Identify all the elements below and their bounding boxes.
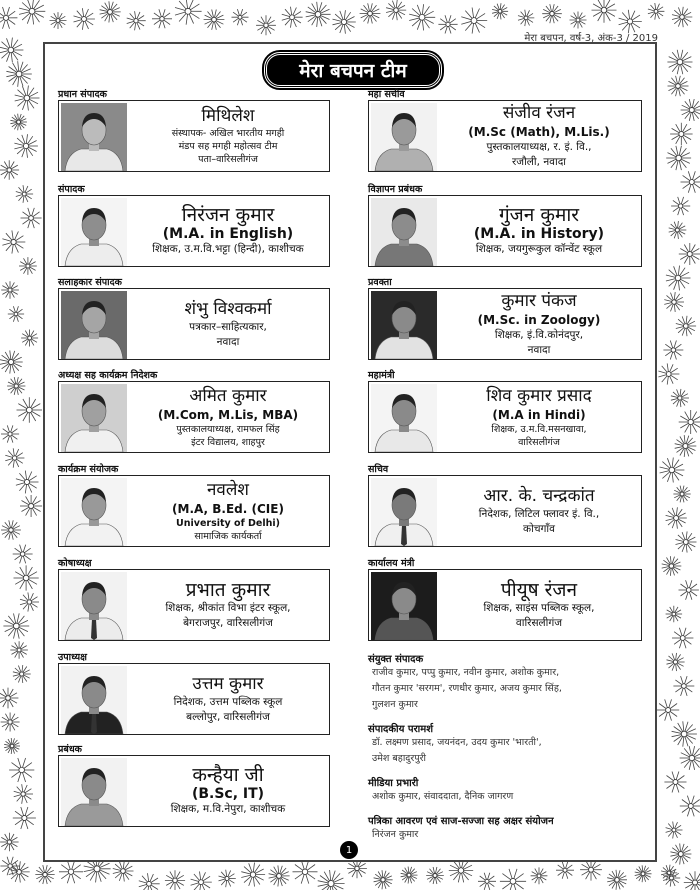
- flower-ornament: [658, 363, 679, 384]
- member-description: शिक्षक, साइंस पब्लिक स्कूल,: [483, 601, 595, 614]
- member-role: कार्यालय मंत्री: [368, 558, 415, 569]
- flower-ornament: [4, 738, 20, 754]
- flower-ornament: [165, 870, 185, 890]
- flower-ornament: [409, 4, 435, 30]
- flower-ornament: [673, 676, 694, 696]
- flower-ornament: [580, 859, 602, 881]
- member-photo: [61, 103, 127, 171]
- member-photo: [371, 384, 437, 452]
- member-role: उपाध्यक्ष: [58, 652, 87, 663]
- flower-ornament: [635, 865, 652, 882]
- flower-ornament: [648, 3, 665, 20]
- flower-ornament: [662, 556, 682, 576]
- member-name: नवलेश: [207, 479, 249, 500]
- flower-ornament: [74, 8, 95, 30]
- flower-ornament: [16, 185, 33, 203]
- flower-ornament: [556, 862, 574, 879]
- flower-ornament: [20, 592, 39, 611]
- flower-ornament: [306, 2, 331, 27]
- member-description: पुस्तकालयाध्यक्ष, रामफल सिंह: [176, 423, 280, 435]
- flower-ornament: [666, 606, 683, 623]
- flower-ornament: [664, 292, 684, 312]
- member-card: [368, 462, 642, 547]
- member-card: [368, 182, 642, 267]
- contributor-section: [368, 651, 648, 713]
- flower-ornament: [592, 0, 617, 23]
- flower-ornament: [664, 772, 686, 793]
- member-box: [58, 755, 330, 827]
- flower-ornament: [113, 861, 134, 882]
- member-qualification: (M.Sc (Math), M.Lis.): [468, 124, 610, 139]
- member-box: [368, 195, 642, 267]
- member-photo: [61, 291, 127, 359]
- member-name: अमित कुमार: [189, 385, 267, 406]
- member-description: रजौली, नवादा: [512, 155, 566, 168]
- contributor-section: [368, 775, 648, 805]
- member-role: प्रवक्ता: [368, 277, 392, 288]
- flower-ornament: [676, 316, 696, 336]
- flower-ornament: [0, 160, 19, 180]
- section-names: गुलशन कुमार: [372, 699, 418, 710]
- flower-ornament: [6, 61, 31, 87]
- member-role: प्रबंधक: [58, 744, 82, 755]
- issue-header: मेरा बचपन, वर्ष-3, अंक-3 / 2019: [524, 33, 658, 44]
- flower-ornament: [241, 863, 265, 887]
- flower-ornament: [676, 531, 697, 552]
- member-photo: [61, 572, 127, 640]
- flower-ornament: [478, 873, 496, 890]
- flower-ornament: [1, 281, 19, 299]
- member-role: कोषाध्यक्ष: [58, 558, 92, 569]
- member-qualification: (M.Com, M.Lis, MBA): [157, 407, 299, 422]
- flower-ornament: [293, 860, 318, 884]
- section-heading: पत्रिका आवरण एवं साज-सज्जा सह अक्षर संयोजन: [368, 816, 554, 827]
- flower-ornament: [666, 507, 687, 528]
- flower-ornament: [681, 99, 700, 121]
- flower-ornament: [1, 425, 19, 442]
- page-title: मेरा बचपन टीम: [264, 52, 442, 88]
- member-qualification: (M.A, B.Ed. (CIE): [172, 501, 284, 516]
- member-box: [58, 475, 330, 547]
- flower-ornament: [570, 12, 587, 29]
- member-info: [131, 572, 325, 638]
- flower-ornament: [232, 9, 249, 25]
- section-names: डॉ. लक्ष्मण प्रसाद, जयनंदन, उदय कुमार 'भारती',: [372, 737, 542, 748]
- flower-ornament: [10, 114, 27, 131]
- member-description: शिक्षक, म.वि.नेपुरा, काशीचक: [170, 803, 286, 815]
- member-info: [131, 478, 325, 544]
- flower-ornament: [139, 873, 160, 890]
- member-role: अध्यक्ष सह कार्यक्रम निदेशक: [58, 370, 158, 381]
- section-names: उमेश बहादुरपुरी: [372, 753, 426, 764]
- flower-ornament: [269, 865, 290, 886]
- flower-ornament: [2, 230, 25, 253]
- flower-ornament: [1, 520, 21, 539]
- flower-ornament: [374, 870, 393, 889]
- contributor-section: [368, 813, 648, 843]
- member-name: शिव कुमार प्रसाद: [486, 385, 592, 406]
- member-card: [58, 742, 330, 827]
- contributor-section: [368, 721, 648, 767]
- flower-ornament: [660, 458, 685, 483]
- flower-ornament: [13, 665, 31, 683]
- flower-ornament: [152, 9, 172, 28]
- member-box: [58, 288, 330, 360]
- flower-ornament: [670, 843, 691, 864]
- flower-ornament: [14, 784, 33, 804]
- flower-ornament: [438, 15, 457, 33]
- member-box: [368, 381, 642, 453]
- flower-ornament: [492, 3, 508, 19]
- section-names: निरंजन कुमार: [372, 829, 419, 840]
- member-card: [58, 182, 330, 267]
- member-info: [131, 384, 325, 450]
- member-description: शिक्षक, इं.वि.कोनंदपुर,: [494, 328, 584, 341]
- member-box: [58, 100, 330, 172]
- member-role: विज्ञापन प्रबंधक: [368, 184, 423, 195]
- member-info: [131, 666, 325, 732]
- flower-ornament: [671, 389, 689, 407]
- member-name: कुमार पंकज: [501, 290, 577, 311]
- flower-ornament: [19, 0, 45, 24]
- member-card: [368, 275, 642, 360]
- flower-ornament: [1, 713, 20, 732]
- member-role: संपादक: [58, 184, 85, 195]
- member-name: निरंजन कुमार: [181, 204, 275, 226]
- flower-ornament: [668, 76, 689, 96]
- member-photo: [371, 572, 437, 640]
- flower-ornament: [16, 471, 39, 494]
- flower-ornament: [675, 435, 697, 457]
- flower-ornament: [59, 860, 83, 883]
- flower-ornament: [461, 8, 487, 34]
- member-name: संजीव रंजन: [502, 102, 576, 123]
- flower-ornament: [7, 377, 25, 395]
- member-photo: [61, 666, 127, 734]
- member-qualification: (M.A in Hindi): [492, 407, 586, 422]
- flower-ornament: [680, 796, 700, 817]
- flower-ornament: [672, 7, 692, 27]
- member-description: पुस्तकालयाध्यक्ष, र. इं. वि.,: [486, 140, 592, 153]
- member-role: प्रधान संपादक: [58, 89, 107, 100]
- member-info: [441, 198, 637, 264]
- flower-ornament: [0, 7, 17, 29]
- flower-ornament: [671, 197, 690, 215]
- member-card: [368, 556, 642, 641]
- flower-ornament: [657, 699, 679, 720]
- flower-ornament: [500, 869, 526, 890]
- member-name: शंभु विश्वकर्मा: [184, 298, 272, 319]
- member-info: [441, 384, 637, 450]
- member-description: वारिसलीगंज: [515, 616, 563, 629]
- flower-ornament: [667, 653, 685, 671]
- member-photo: [371, 103, 437, 171]
- flower-ornament: [15, 86, 40, 111]
- flower-ornament: [19, 257, 37, 275]
- flower-ornament: [672, 628, 693, 648]
- flower-ornament: [518, 10, 534, 26]
- flower-ornament: [0, 688, 18, 709]
- member-info: [131, 758, 325, 824]
- flower-ornament: [9, 758, 34, 782]
- flower-ornament: [50, 12, 67, 29]
- member-info: [131, 103, 325, 169]
- member-name: कन्हैया जी: [192, 764, 264, 786]
- flower-ornament: [333, 10, 356, 34]
- flower-ornament: [679, 580, 699, 599]
- member-description: इंटर विद्यालय, शाहपुर: [191, 436, 265, 448]
- member-photo: [61, 478, 127, 546]
- member-box: [368, 288, 642, 360]
- flower-ornament: [191, 871, 212, 890]
- member-info: [441, 478, 637, 544]
- flower-ornament: [21, 208, 42, 228]
- member-description: कोचगाँव: [523, 522, 555, 535]
- member-name: उत्तम कुमार: [192, 673, 264, 694]
- member-role: सलाहकार संपादक: [58, 277, 122, 288]
- member-description: पता–वारिसलीगंज: [198, 154, 258, 165]
- member-description: University of Delhi): [176, 517, 280, 529]
- member-role: महा सचीव: [368, 89, 405, 100]
- member-description: शिक्षक, उ.म.वि.मसनखावा,: [491, 423, 587, 435]
- flower-ornament: [607, 870, 627, 890]
- member-box: [58, 663, 330, 735]
- flower-ornament: [5, 448, 24, 467]
- member-card: [58, 556, 330, 641]
- member-description: बल्लोपुर, वारिसलीगंज: [186, 710, 270, 723]
- member-card: [58, 650, 330, 735]
- flower-ornament: [531, 867, 548, 884]
- flower-ornament: [10, 641, 28, 659]
- flower-ornament: [14, 134, 38, 158]
- member-box: [368, 100, 642, 172]
- flower-ornament: [204, 10, 225, 30]
- member-description: संस्थापक- अखिल भारतीय मगही: [171, 128, 285, 139]
- member-role: सचिव: [368, 464, 389, 475]
- member-photo: [61, 384, 127, 452]
- flower-ornament: [13, 807, 36, 829]
- flower-ornament: [386, 0, 406, 20]
- flower-ornament: [401, 867, 418, 884]
- member-name: गुंजन कुमार: [498, 204, 580, 226]
- flower-ornament: [17, 397, 43, 422]
- member-description: शिक्षक, श्रीकांत विभा इंटर स्कूल,: [165, 601, 291, 614]
- flower-ornament: [0, 833, 19, 852]
- flower-ornament: [175, 0, 202, 25]
- flower-ornament: [663, 341, 683, 360]
- flower-ornament: [282, 7, 303, 28]
- member-photo: [61, 198, 127, 266]
- flower-ornament: [14, 565, 39, 590]
- member-photo: [61, 758, 127, 826]
- flower-ornament: [679, 410, 700, 434]
- member-card: [58, 87, 330, 172]
- flower-ornament: [449, 859, 473, 883]
- member-description: शिक्षक, उ.म.वि.भट्टा (हिन्दी), काशीचक: [152, 243, 304, 255]
- flower-ornament: [35, 865, 54, 884]
- flower-ornament: [20, 495, 42, 517]
- section-heading: मीडिया प्रभारी: [368, 778, 419, 789]
- member-card: [58, 275, 330, 360]
- flower-ornament: [672, 721, 697, 746]
- member-description: बेगराजपुर, वारिसलीगंज: [183, 616, 273, 629]
- member-box: [368, 475, 642, 547]
- section-heading: संयुक्त संपादक: [368, 654, 424, 665]
- member-name: आर. के. चन्द्रकांत: [483, 485, 595, 506]
- member-description: नवादा: [527, 343, 551, 356]
- member-role: कार्यक्रम संयोजक: [58, 464, 119, 475]
- member-description: शिक्षक, जयगुरूकुल कॉन्वेंट स्कूल: [475, 243, 603, 255]
- flower-ornament: [0, 350, 23, 373]
- page-number: 1: [340, 841, 358, 859]
- member-card: [368, 87, 642, 172]
- member-qualification: (B.Sc, IT): [191, 786, 265, 802]
- member-card: [58, 462, 330, 547]
- flower-ornament: [666, 822, 683, 839]
- member-card: [58, 368, 330, 453]
- member-info: [441, 291, 637, 357]
- member-box: [58, 569, 330, 641]
- flower-ornament: [13, 545, 33, 564]
- flower-ornament: [669, 221, 687, 239]
- flower-ornament: [8, 306, 24, 321]
- member-qualification: (M.Sc. in Zoology): [477, 312, 601, 327]
- member-photo: [371, 291, 437, 359]
- flower-ornament: [667, 50, 692, 74]
- flower-ornament: [127, 11, 146, 30]
- member-name: मिथिलेश: [201, 106, 255, 126]
- flower-ornament: [684, 871, 700, 890]
- member-description: निदेशक, उत्तम पब्लिक स्कूल: [173, 695, 283, 708]
- member-description: सामाजिक कार्यकर्ता: [194, 530, 262, 542]
- section-heading: संपादकीय परामर्श: [368, 724, 434, 735]
- member-role: महामंत्री: [368, 370, 395, 381]
- member-info: [131, 198, 325, 264]
- flower-ornament: [680, 746, 700, 770]
- flower-ornament: [3, 613, 29, 638]
- flower-ornament: [21, 330, 38, 347]
- member-qualification: (M.A. in History): [473, 226, 605, 242]
- member-info: [131, 291, 325, 357]
- member-description: मंडप सह मगही महोत्सव टीम: [178, 141, 278, 152]
- member-box: [58, 195, 330, 267]
- flower-ornament: [681, 171, 700, 192]
- member-card: [368, 368, 642, 453]
- section-names: गौतन कुमार 'सरगम', रणधीर कुमार, अजय कुमार सिंह,: [372, 683, 562, 694]
- flower-ornament: [666, 266, 691, 291]
- flower-ornament: [360, 3, 381, 23]
- flower-ornament: [318, 870, 345, 890]
- flower-ornament: [679, 243, 700, 265]
- member-box: [368, 569, 642, 641]
- member-info: [441, 103, 637, 169]
- member-qualification: (M.A. in English): [162, 226, 294, 242]
- flower-ornament: [673, 486, 690, 503]
- member-photo: [371, 478, 437, 546]
- member-description: नवादा: [216, 335, 240, 348]
- flower-ornament: [426, 867, 444, 884]
- member-photo: [371, 198, 437, 266]
- member-description: वारिसलीगंज: [518, 436, 560, 448]
- flower-ornament: [542, 4, 562, 23]
- member-description: पत्रकार–साहित्यकार,: [189, 320, 267, 333]
- member-name: पीयूष रंजन: [500, 578, 578, 601]
- flower-ornament: [666, 146, 691, 170]
- section-names: अशोक कुमार, संवाददाता, दैनिक जागरण: [372, 791, 514, 802]
- member-name: प्रभात कुमार: [185, 578, 271, 601]
- flower-ornament: [0, 38, 23, 63]
- flower-ornament: [219, 870, 236, 888]
- flower-ornament: [100, 1, 121, 22]
- member-info: [441, 572, 637, 638]
- flower-ornament: [670, 123, 693, 146]
- flower-ornament: [256, 15, 276, 35]
- member-description: निदेशक, लिटिल फ्लावर इं. वि.,: [478, 507, 600, 520]
- section-names: राजीव कुमार, पप्पु कुमार, नवीन कुमार, अशोक कुमार,: [372, 667, 560, 678]
- member-box: [58, 381, 330, 453]
